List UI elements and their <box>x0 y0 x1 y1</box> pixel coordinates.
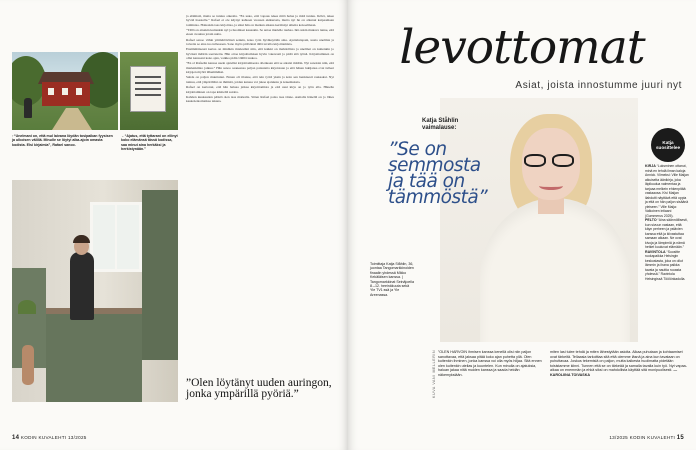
kitchen-photo <box>12 180 178 402</box>
issue-number: 13/2025 <box>67 435 87 440</box>
sign-photo <box>120 52 178 130</box>
left-body-column <box>186 14 334 370</box>
page-number: 14 <box>12 435 20 441</box>
page-subhead: Asiat, joista innostumme juuri nyt <box>515 80 682 91</box>
left-paragraph: Rafael sanoo vähin ymmärtävänsä senkin, koko työn hyväksytään aina. Ajattelutapani, uusia unelmia ja toiveita se aina tuo tullessaan. Sano myös pitävänsä tällä tavalla kirjoittamista. <box>186 37 334 47</box>
magazine-name: KODIN KUVALEHTI <box>629 435 676 440</box>
quote-attribution: Katja Ståhlin vaimalause: <box>422 118 459 131</box>
issue-number: 13/2025 <box>609 435 629 440</box>
left-paragraph: ”Tällä on ainakin kuitenkin nyt ja huomiset kauaskin. Se antaa mielelle rauhaa. Ikä onkin mukava tunne, että eteen avautuu jotain uutta. <box>186 28 334 37</box>
list-item <box>645 164 689 218</box>
left-paragraph: ja elämistä, mutta se tuntuu oikealta. ”En usko, että vapaus tekee mitä halua ja mitä tuntuu. Ikävä, tekee hyvää itsestelle.” Rafael ei ole käynyt kahteen vuoteen ekikurssia, mutta nyt hn on alkanut kaipaamaan toimintaa. Haluaisin taas kirjoittaa, ja siksi hän on matkan aikana kertännyt aiheita kokoelmaan. <box>186 14 334 27</box>
left-folio <box>12 435 87 441</box>
item-label: KIRJA <box>645 164 656 168</box>
item-label: RAVINTOLA <box>645 249 666 254</box>
left-paragraph: Rafael on kertonut, että hän haluaa jatkaa kirjoittamista ja että uusi kirja on jo työn alla. Hänelle kirjoittaminen on tapa käsitellä asioita. <box>186 85 334 94</box>
recommendations-list <box>645 164 689 281</box>
pull-quote: ”Olen löytänyt uuden auringon, jonka ympärillä pyöriä.” <box>186 377 332 400</box>
byline: — KAROLIINA TOIVASKA <box>550 368 678 377</box>
body-column-1: ”OLEN HARVOIN ihmisen kanssa kenellä olisi niin paljon sanottavaa, että jaksaa pitää koko ajan puhetta yllä. Olen kuitenkin ihminen, jonka kanssa voi olla myös hiljaa. Sitä ennen olen kuitenkin utelias ja kuuntelen. Kun minulla on ajatuksia, haluan jakaa niitä muiden kanssa ja saada heidän näkemyksiään. <box>438 350 542 377</box>
recommends-badge: Katja suosittelee <box>651 128 685 162</box>
photo-caption: ←“Ajatus, että tyttarani on ellinyt koko elämänsä tässä kodissa, saa minut aina herkäksi ja herkistynään.” <box>121 134 178 152</box>
body-text: miten lasi tulee tehdä ja miten lähestytään asioita. Alkaa puhutaan ja kohtaamiset ovat tärkeitä. Tellaasia tarkoittaa sitä että olemme läsnä ja aina kun tavataan on puhuttavaa. Joskus tekemisiä on paljon, mutta kaikesta huolimatta pidetään toisistamme kiinni. Tunnen että se on tärkeää ja samalla tavalla kuin työ. Nyt vapaa-aikaa on enemmän ja ehkä siksi on mahdollista käyttää sitä monipuolisesti. <box>550 350 687 372</box>
red-house-photo <box>12 52 118 130</box>
featured-quote: ”Se on semmosta ja tää on tämmöstä” <box>388 139 488 208</box>
sideways-photo-credit: KUVA VANI MELLERIN <box>432 349 436 398</box>
item-text: “Aina säännöllisesti, kun sivuun vastaan, että käyn perheen ja ystävien kanssa että ja kiivastuttaa samaan aikaan. Ne ovat kivoja ja lämpimiä ja nämä hetket kuuluvat elämään.” <box>645 218 688 249</box>
photo-credit: Toimittaja Katja Ståhlin, 36, juontaa Tangomarkkinoiden finaalin yhdessä Mikko Kekäläisen kanssa. | Tangomarkkinat Seinäjoella 8.–12. heeinäkuuta sekä Yle TV1:ssä ja Yle Areenassa. <box>370 262 414 297</box>
list-item <box>645 218 689 250</box>
left-paragraph: Ensimmäisessä kertaa on minäkin mielestäni niin, että kaikki on mahdollista ja unelmat on kuitenkin jo hyvässä määrin saavutettu. Hän ottaa kirjoittamisen hyvin vakavasti ja pitää sitä työnä. Kirjoittaminen on ollut kanssani koko ajan, vaikka pidin välillä taukoa. <box>186 47 334 61</box>
left-paragraph: Sahde on paljon muuttunut. Ennen oli tilanne, että tein työtä yksin ja koin sen henkisesti raskaaksi. Nyt tuntuu, että ympärilläni on ihmisiä, joiden kanssa voi jakaa ajatuksia ja kokemuksia. <box>186 75 334 84</box>
page-headline: levottomat <box>399 20 645 75</box>
item-text: “Luksminen ottanut, minä en tehdä ilman kaloja Annick. Viimeksi: Ville Maijan aikuiselta äänikirja, joka läpikuulua valmentaa ja tarjoaa melkein ehkenpitää vastaavaa. Kivi Maijan ilahdutti näyttävä että oppia ja että on hän paljon sisäänä yleiseen.” Ville Maija: Valkoinen intiaani (Gummerus 2025). <box>645 164 689 218</box>
portrait-photo <box>440 98 638 342</box>
right-folio <box>609 435 684 441</box>
photo-caption: ↑“Unelmani on, että mul laivana löydän tosipaikan fyysisen ja ulkoisen välillä. Minulle se löytyi aika-ajoin omasta kodista. Elsi kirjaimia”, Rafael sanoo. <box>12 134 113 147</box>
item-label: PELTO <box>645 218 657 222</box>
page-number: 15 <box>676 435 684 441</box>
item-text: “Suositte ruokapaikka Helsingin keskustasta, joka on ollut lämmin ja ihana paikka tavata ja nauttia ruoasta yhdessä.” Ravintola Helsingissä Töölönkadulla. <box>645 249 686 281</box>
left-paragraph: Kahden kuukauden päästä olen taas matkalla. Sitten Rafael palaa taas tänne. Asmalla hänellä on jo lähes kaukolentomatkaa takana. <box>186 94 334 104</box>
body-column-2 <box>550 350 688 377</box>
left-paragraph: ”En ol Rafaelin kanssa usein ajatellut kirjoittamisesta ollenkaan että se antaisi mitään. Nyt sanoisin niin, että mielenkiinto jatkuu.” Hän sanoo saaneensa paljon palautetta kirjoistaan ja että hänen lukijansa ovat tulleet kirjojen myötä lähemmäksi. <box>186 61 334 75</box>
magazine-name: KODIN KUVALEHTI <box>20 435 67 440</box>
list-item <box>645 250 689 282</box>
